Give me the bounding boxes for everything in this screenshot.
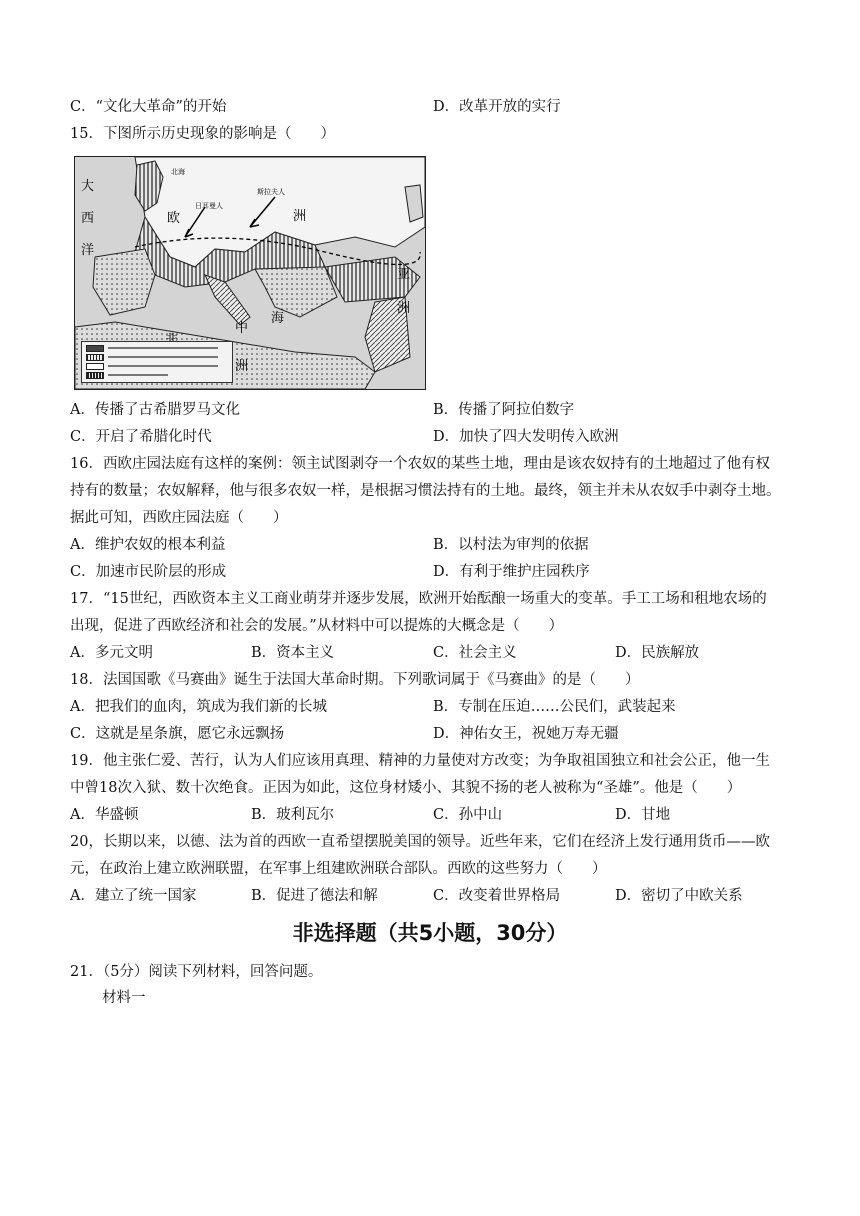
q17-option-b: B．资本主义	[251, 645, 335, 661]
q16-option-a: A．维护农奴的根本利益	[70, 537, 226, 553]
map-label-hai: 海	[271, 311, 285, 326]
q20-option-a: A．建立了统一国家	[70, 888, 197, 904]
q17-option-c: C．社会主义	[433, 645, 517, 661]
map-label-zhou-asia: 洲	[397, 301, 411, 316]
q17-line-1: 17．“15世纪，西欧资本主义工商业萌芽并逐步发展，欧洲开始酝酿一场重大的变革。手工工场和租地农场的	[70, 591, 767, 607]
q14-option-c: C．“文化大革命”的开始	[70, 99, 227, 115]
q18-option-c: C．这就是星条旗，愿它永远飘扬	[70, 726, 285, 742]
q17-line-2: 出现，促进了西欧经济和社会的发展。”从材料中可以提炼的大概念是（ ）	[70, 618, 564, 634]
q19-option-a: A．华盛顿	[70, 807, 139, 823]
q20-line-1: 20，长期以来，以德、法为首的西欧一直希望摆脱美国的领导。近些年来，它们在经济上发行通用货币——欧	[70, 834, 770, 850]
q16-line-3: 据此可知，西欧庄园法庭（ ）	[70, 510, 288, 526]
q18-option-d: D．神佑女王，祝她万寿无疆	[433, 726, 619, 742]
q19-option-c: C．孙中山	[433, 807, 503, 823]
q15-option-d: D．加快了四大发明传入欧洲	[433, 429, 619, 445]
section-heading: 非选择题（共5小题，30分）	[292, 921, 568, 945]
q18-line-1: 18．法国国歌《马赛曲》诞生于法国大革命时期。下列歌词属于《马赛曲》的是（ ）	[70, 672, 640, 688]
q21-material-label: 材料一	[102, 990, 146, 1006]
q20-line-2: 元，在政治上建立欧洲联盟，在军事上组建欧洲联合部队。西欧的这些努力（ ）	[70, 861, 607, 877]
q20-option-b: B．促进了德法和解	[251, 888, 378, 904]
q16-option-c: C．加速市民阶层的形成	[70, 564, 227, 580]
q17-option-a: A．多元文明	[70, 645, 153, 661]
q16-line-2: 持有的数量；农奴解释，他与很多农奴一样，是根据习惯法持有的土地。最终，领主并未从农奴手中剥夺土地。	[70, 483, 781, 499]
q15-option-b: B．传播了阿拉伯数字	[433, 402, 575, 418]
q16-option-b: B．以村法为审判的依据	[433, 537, 589, 553]
q19-option-b: B．玻利瓦尔	[251, 807, 335, 823]
map-label-yang: 洋	[81, 243, 95, 258]
q21-stem: 21．（5分）阅读下列材料，回答问题。	[70, 964, 323, 980]
roman-empire-map	[74, 156, 426, 390]
q14-option-d: D．改革开放的实行	[433, 99, 561, 115]
map-label-zhou-africa: 洲	[235, 359, 249, 374]
map-label-zhong: 中	[235, 321, 249, 336]
map-label-germanic: 日耳曼人	[195, 202, 223, 210]
q16-line-1: 16．西欧庄园法庭有这样的案例：领主试图剥夺一个农奴的某些土地，理由是该农奴持有的土地超过了他有权	[70, 456, 770, 472]
q19-option-d: D．甘地	[615, 807, 671, 823]
map-label-xi: 西	[81, 211, 95, 226]
q16-option-d: D．有利于维护庄园秩序	[433, 564, 590, 580]
q15-option-a: A．传播了古希腊罗马文化	[70, 402, 240, 418]
q20-option-c: C．改变着世界格局	[433, 888, 561, 904]
map-label-da: 大	[81, 179, 95, 194]
q18-option-b: B．专制在压迫……公民们，武装起来	[433, 699, 676, 715]
map-label-zhou-europe: 洲	[293, 209, 307, 224]
map-label-ou: 欧	[167, 211, 181, 226]
q20-option-d: D．密切了中欧关系	[615, 888, 743, 904]
map-label-ya: 亚	[397, 267, 411, 282]
map-label-slavic: 斯拉夫人	[257, 188, 285, 196]
q19-line-2: 中曾18次入狱、数十次绝食。正因为如此，这位身材矮小、其貌不扬的老人被称为“圣雄”。他是（ ）	[70, 780, 742, 796]
q19-line-1: 19．他主张仁爱、苦行，认为人们应该用真理、精神的力量使对方改变；为争取祖国独立和社会公正，他一生	[70, 753, 770, 769]
q18-option-a: A．把我们的血肉，筑成为我们新的长城	[70, 699, 327, 715]
q15-stem: 15．下图所示历史现象的影响是（ ）	[70, 126, 335, 142]
q15-option-c: C．开启了希腊化时代	[70, 429, 212, 445]
map-legend	[81, 341, 233, 383]
map-label-north-sea: 北海	[171, 168, 185, 176]
q17-option-d: D．民族解放	[615, 645, 700, 661]
